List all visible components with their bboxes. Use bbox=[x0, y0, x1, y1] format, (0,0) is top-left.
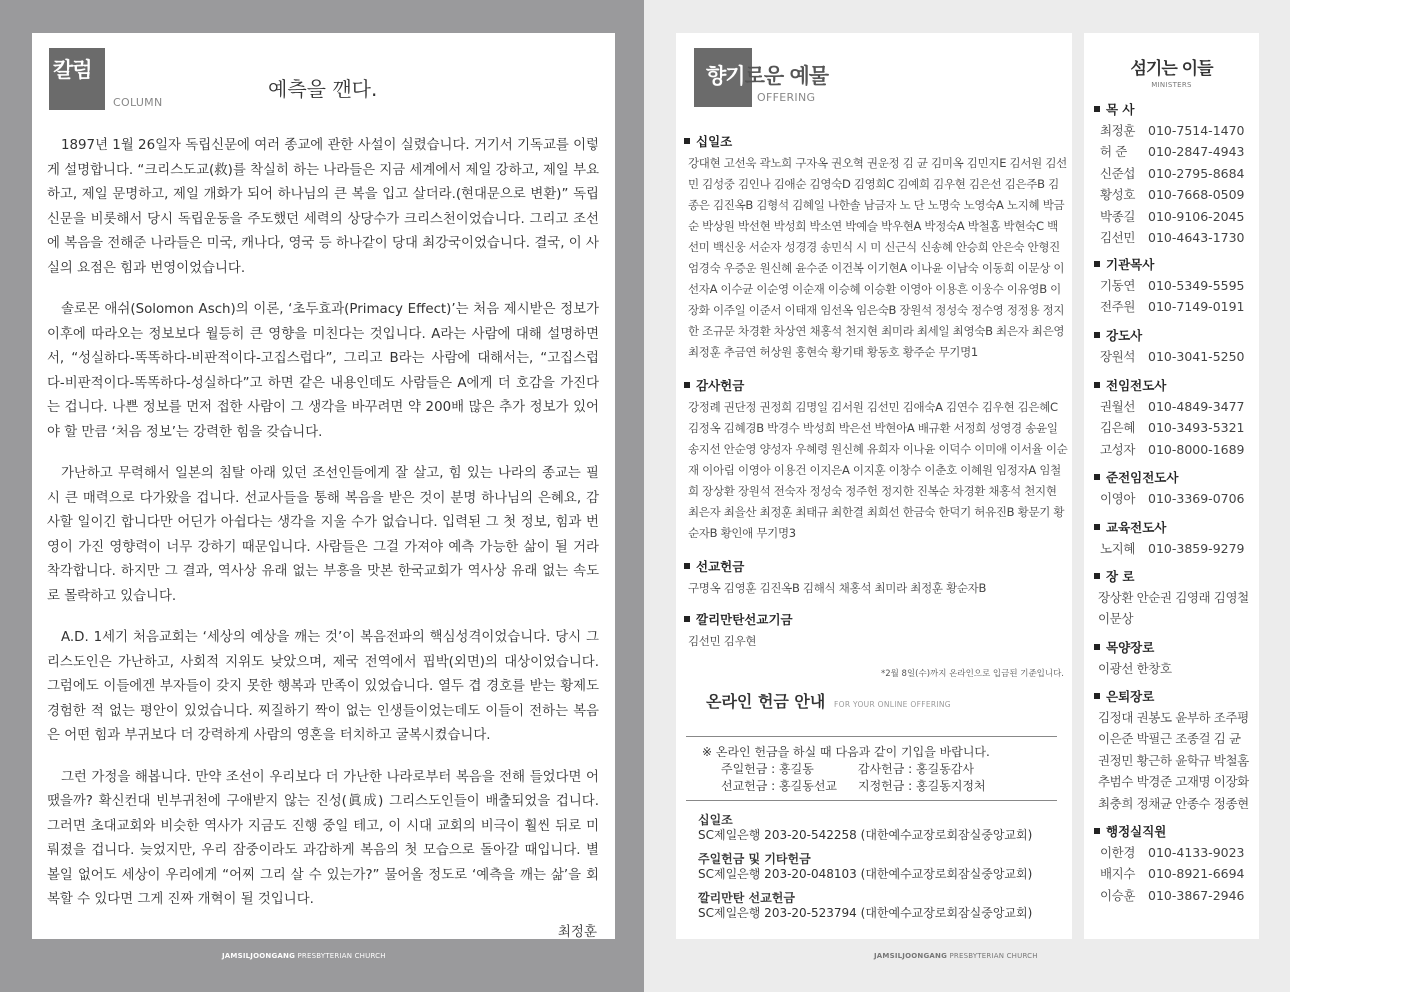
section-title: 선교헌금 bbox=[696, 559, 745, 574]
column-paragraph: 그런 가정을 해봅니다. 만약 조선이 우리보다 더 가난한 나라로부터 복음을 전해 들었다면 어땠을까? 확신컨대 빈부귀천에 구애받지 않는 진성(眞成) 그리스도인들이 배출되었을 겁니다. 그러면 초대교회와 비슷한 역사가 지금도 진행 중일 테고, 이 시대 교회의 비극이 훨씬 뒤로 미뤄졌을 겁니다. 늦었지만, 우리 잠중이라도 과감하게 복음의 첫 모습으로 돌아갈 때입니다. 별 볼일 없어도 세상이 우리에게 “어찌 그리 살 수 있는가?” 물어올 정도로 ‘예측을 깨는 삶’을 회복할 수 있다면 그게 진짜 개혁이 될 것입니다. bbox=[47, 769, 599, 907]
ministers-semi bbox=[1094, 468, 1254, 509]
online-example: 선교헌금 : 홍길동선교 bbox=[721, 779, 838, 793]
section-title: 장 로 bbox=[1106, 569, 1135, 584]
offering-card bbox=[676, 33, 1072, 939]
bullet-square-icon bbox=[1094, 261, 1100, 267]
online-example: 지정헌금 : 홍길동지정처 bbox=[858, 779, 986, 793]
section-title: 목양장로 bbox=[1106, 640, 1155, 655]
section-title: 감사헌금 bbox=[696, 378, 745, 393]
footer-church-rest: PRESBYTERIAN CHURCH bbox=[295, 952, 386, 960]
account-number: SC제일은행 203-20-542258 (대한예수교장로회잠실중앙교회) bbox=[698, 828, 1033, 842]
online-instructions bbox=[702, 744, 995, 795]
offering-section-thanks bbox=[684, 376, 1068, 544]
ministers-card bbox=[1084, 33, 1259, 939]
column-paragraph: 솔로몬 애쉬(Solomon Asch)의 이론, ‘초두효과(Primacy Effect)’는 처음 제시받은 정보가 이후에 따라오는 정보보다 월등히 큰 영향을 미친다는 것입니다. A라는 사람에 대해 설명하면서, “성실하다-똑똑하다-비판적이다-고집스럽다”, 그리고 B라는 사람에 대해서는, “고집스럽다-비판적이다-똑똑하다-성실하다”고 하면 같은 내용인데도 사람들은 A에게 더 호감을 가진다는 겁니다. 나쁜 정보를 먼저 접한 사람이 그 생각을 바꾸려면 약 200배 많은 추가 정보가 있어야 할 만큼 ‘처음 정보’는 강력한 힘을 갖습니다. bbox=[47, 302, 599, 440]
offering-section-tithe bbox=[684, 132, 1068, 363]
column-author: 최정훈 bbox=[557, 924, 597, 940]
offering-tag-rest: 로운 예물 bbox=[744, 64, 829, 88]
offering-section-mission bbox=[684, 557, 1068, 599]
minister-row: 권월선 010-4849-3477 bbox=[1100, 399, 1245, 414]
footer-left bbox=[222, 952, 386, 960]
ministers-evangelists bbox=[1094, 376, 1254, 460]
footer-right bbox=[874, 952, 1038, 960]
bullet-square-icon bbox=[684, 616, 690, 622]
minister-row: 박종길 010-9106-2045 bbox=[1100, 208, 1245, 224]
minister-row: 배지수 010-8921-6694 bbox=[1100, 866, 1245, 882]
minister-row: 이한경 010-4133-9023 bbox=[1100, 845, 1245, 860]
account-title: 깔리만탄 선교헌금 bbox=[698, 891, 795, 905]
bullet-square-icon bbox=[684, 138, 690, 144]
minister-row: 기동연 010-5349-5595 bbox=[1100, 278, 1245, 293]
column-card bbox=[32, 33, 615, 939]
bullet-square-icon bbox=[684, 563, 690, 569]
account-number: SC제일은행 203-20-523794 (대한예수교장로회잠실중앙교회) bbox=[698, 906, 1033, 920]
column-body bbox=[47, 134, 599, 930]
section-names: 강정례 권단정 권정희 김명일 김서원 김선민 김애숙A 김연수 김우현 김은혜C 김정옥 김혜경B 박경수 박성희 박은선 박현아A 배규환 서정희 성영경 송윤일 송지선 안순영 양성자 우혜령 원신혜 유희자 이나윤 이덕수 이미애 이서율 이순재 이아림 이영아 이용건 이지은A 이지훈 이창수 이춘호 이혜원 임정자A 임철희 장상환 장원석 전숙자 정성숙 정주헌 정지한 진복순 차경환 채홍석 천지현 최은자 최을산 최정훈 최태규 최한결 최희선 한금숙 한덕기 허유진B 황문기 황순자B 황인애 무기명3 bbox=[688, 400, 1068, 540]
ministers-staff bbox=[1094, 822, 1254, 906]
divider bbox=[686, 800, 1057, 801]
account-title: 주일헌금 및 기타헌금 bbox=[698, 852, 811, 866]
minister-row: 전주원 010-7149-0191 bbox=[1100, 299, 1245, 315]
bullet-square-icon bbox=[1094, 644, 1100, 650]
online-offering-title: 온라인 헌금 안내 bbox=[706, 692, 826, 711]
section-title: 은퇴장로 bbox=[1106, 689, 1155, 704]
bullet-square-icon bbox=[1094, 382, 1100, 388]
section-title: 깔리만탄선교기금 bbox=[696, 612, 793, 627]
ministers-cooperating bbox=[1094, 638, 1254, 679]
account-title: 십일조 bbox=[698, 813, 733, 827]
section-title: 준전임전도사 bbox=[1106, 470, 1179, 485]
offering-note: *2월 8일(수)까지 온라인으로 입금된 기준입니다. bbox=[880, 669, 1064, 679]
account-tithe bbox=[698, 813, 1032, 843]
offering-section-kalimantan bbox=[684, 610, 1068, 652]
minister-row: 고성자 010-8000-1689 bbox=[1100, 441, 1245, 457]
column-paragraph: 가난하고 무력해서 일본의 침탈 아래 있던 조선인들에게 잘 살고, 힘 있는 나라의 종교는 필시 큰 매력으로 다가왔을 겁니다. 선교사들을 통해 복음을 받은 것이 분명 하나님의 은혜요, 감사할 일이긴 합니다만 어딘가 아쉽다는 생각을 지울 수가 없습니다. 입력된 그 첫 정보, 힘과 번영이 가진 영향력이 너무 강하기 때문입니다. 사람들은 그걸 가져야 예측 가능한 삶이 될 거라 착각합니다. 하지만 그 결과, 역사상 유래 없는 부흥을 맛본 한국교회가 역사상 유래 없는 속도로 몰락하고 있습니다. bbox=[47, 466, 599, 604]
margin-blank bbox=[1290, 0, 1403, 992]
bullet-square-icon bbox=[1094, 524, 1100, 530]
bullet-square-icon bbox=[1094, 693, 1100, 699]
offering-tag-en: OFFERING bbox=[757, 91, 816, 104]
minister-row: 최정훈 010-7514-1470 bbox=[1100, 123, 1245, 138]
section-title: 행정실직원 bbox=[1106, 824, 1167, 839]
minister-row: 황성호 010-7668-0509 bbox=[1100, 187, 1245, 203]
account-number: SC제일은행 203-20-048103 (대한예수교장로회잠실중앙교회) bbox=[698, 867, 1033, 881]
section-title: 강도사 bbox=[1106, 328, 1143, 343]
column-tag-en: COLUMN bbox=[113, 96, 163, 109]
footer-church-bold: JAMSILJOONGANG bbox=[874, 952, 948, 960]
offering-tag bbox=[706, 60, 828, 90]
account-general bbox=[698, 852, 1032, 882]
offering-tag-first: 향기 bbox=[706, 64, 745, 88]
ministers-preacher bbox=[1094, 326, 1254, 367]
cooperating-names: 이광선 한창호 bbox=[1098, 661, 1172, 676]
bullet-square-icon bbox=[1094, 573, 1100, 579]
bullet-square-icon bbox=[684, 382, 690, 388]
column-tag: 칼럼 bbox=[49, 48, 105, 110]
column-paragraph: A.D. 1세기 처음교회는 ‘세상의 예상을 깨는 것’이 복음전파의 핵심성격이었습니다. 당시 그리스도인은 가난하고, 사회적 지위도 낮았으며, 제국 전역에서 핍박(외면)의 대상이었습니다. 그럼에도 이들에겐 부자들이 갖지 못한 행복과 만족이 있었습니다. 열두 겹 경호를 받는 황제도 경험한 적 없는 평안이 있었습니다. 찌질하기 짝이 없는 인생들이었는데도 이들이 전하는 복음은 어떤 힘과 부귀보다 더 강력하게 사람의 영혼을 터치하고 굴복시켰습니다. bbox=[47, 630, 599, 743]
ministers-title: 섬기는 이들 bbox=[1130, 59, 1213, 79]
ministers-pastors bbox=[1094, 100, 1254, 248]
bullet-square-icon bbox=[1094, 828, 1100, 834]
footer-church-rest: PRESBYTERIAN CHURCH bbox=[947, 952, 1038, 960]
minister-row: 이승훈 010-3867-2946 bbox=[1100, 887, 1245, 903]
column-paragraph: 1897년 1월 26일자 독립신문에 여러 종교에 관한 사설이 실렸습니다. 거기서 기독교를 이렇게 설명합니다. “크리스도교(救)를 착실히 하는 나라들은 지금 세계에서 제일 강하고, 제일 부요하고, 제일 문명하고, 제일 개화가 되어 하나님의 큰 복을 입고 살더라.(현대문으로 변환)” 독립신문을 비롯해서 당시 독립운동을 주도했던 세력의 상당수가 크리스천이었습니다. 그리고 조선에 복음을 전해준 나라들은 미국, 캐나다, 영국 등 하나같이 당대 최강국이었습니다. 결국, 이 사실의 요점은 힘과 번영이었습니다. bbox=[47, 138, 599, 276]
minister-row: 이영아 010-3369-0706 bbox=[1100, 491, 1245, 506]
section-names: 구명옥 김영훈 김진옥B 김해식 채홍석 최미라 최정훈 황순자B bbox=[688, 581, 987, 595]
online-example: 감사헌금 : 홍길동감사 bbox=[858, 762, 975, 776]
ministers-institution bbox=[1094, 255, 1254, 318]
ministers-retired bbox=[1094, 687, 1254, 814]
online-example: 주일헌금 : 홍길동 bbox=[721, 762, 814, 776]
minister-row: 장원석 010-3041-5250 bbox=[1100, 349, 1245, 364]
bullet-square-icon bbox=[1094, 332, 1100, 338]
bullet-square-icon bbox=[1094, 106, 1100, 112]
elders-names: 장상환 안순권 김영래 김영철 이문상 bbox=[1098, 590, 1249, 627]
footer-church-bold: JAMSILJOONGANG bbox=[222, 952, 296, 960]
section-title: 전임전도사 bbox=[1106, 378, 1167, 393]
section-title: 십일조 bbox=[696, 134, 733, 149]
ministers-education bbox=[1094, 518, 1254, 559]
section-title: 기관목사 bbox=[1106, 257, 1155, 272]
minister-row: 김은혜 010-3493-5321 bbox=[1100, 420, 1245, 436]
minister-row: 허 준 010-2847-4943 bbox=[1100, 144, 1245, 160]
minister-row: 김선민 010-4643-1730 bbox=[1100, 230, 1245, 246]
ministers-elders bbox=[1094, 567, 1254, 630]
ministers-subtitle: MINISTERS bbox=[1151, 81, 1192, 89]
column-title: 예측을 깬다. bbox=[268, 77, 378, 101]
bullet-square-icon bbox=[1094, 474, 1100, 480]
section-title: 목 사 bbox=[1106, 102, 1135, 117]
retired-names: 김정대 권봉도 윤부하 조주평 이은준 박필근 조종걸 김 균 권정민 황근하 윤학규 박철홈 추범수 박경준 고재명 이장화 최충희 정채균 안종수 정종현 bbox=[1098, 710, 1249, 811]
section-names: 강대현 고선욱 곽노희 구자옥 권오혁 권운정 김 균 김미옥 김민지E 김서원 김선민 김성중 김인나 김애순 김영숙D 김영희C 김예희 김우현 김은선 김은주B 김종은 김진옥B 김형석 김혜일 나한솔 남금자 노 단 노명숙 노영숙A 노지혜 박금순 박상원 박선현 박성희 박소연 박예슬 박우현A 박정숙A 박철홈 박현숙C 백선미 백신웅 서순자 성경경 송민식 시 미 신근식 신송혜 안승희 안은숙 안형진 엄경숙 우증운 원신혜 윤수준 이건복 이기현A 이나윤 이남숙 이동희 이문상 이선자A 이수균 이순영 이순재 이승혜 이승환 이영아 이용흔 이웅수 이유영B 이장화 이주일 이준서 이태재 임선옥 임은숙B 장원석 정성숙 정수영 정정용 정지한 조규문 차경환 차상연 채홍석 천지현 최미라 최세일 최영숙B 최은자 최은영 최정훈 추금연 허상원 홍현숙 황기태 황동호 황주순 무기명1 bbox=[688, 156, 1067, 359]
online-intro: ※ 온라인 헌금을 하실 때 다음과 같이 기입을 바랍니다. bbox=[702, 745, 990, 759]
section-title: 교육전도사 bbox=[1106, 520, 1167, 535]
minister-row: 노지혜 010-3859-9279 bbox=[1100, 541, 1245, 556]
account-kalimantan bbox=[698, 891, 1032, 921]
section-names: 김선민 김우현 bbox=[688, 634, 757, 648]
divider bbox=[686, 736, 1057, 737]
minister-row: 신준섭 010-2795-8684 bbox=[1100, 165, 1245, 181]
online-offering-subtitle: FOR YOUR ONLINE OFFERING bbox=[834, 700, 951, 709]
